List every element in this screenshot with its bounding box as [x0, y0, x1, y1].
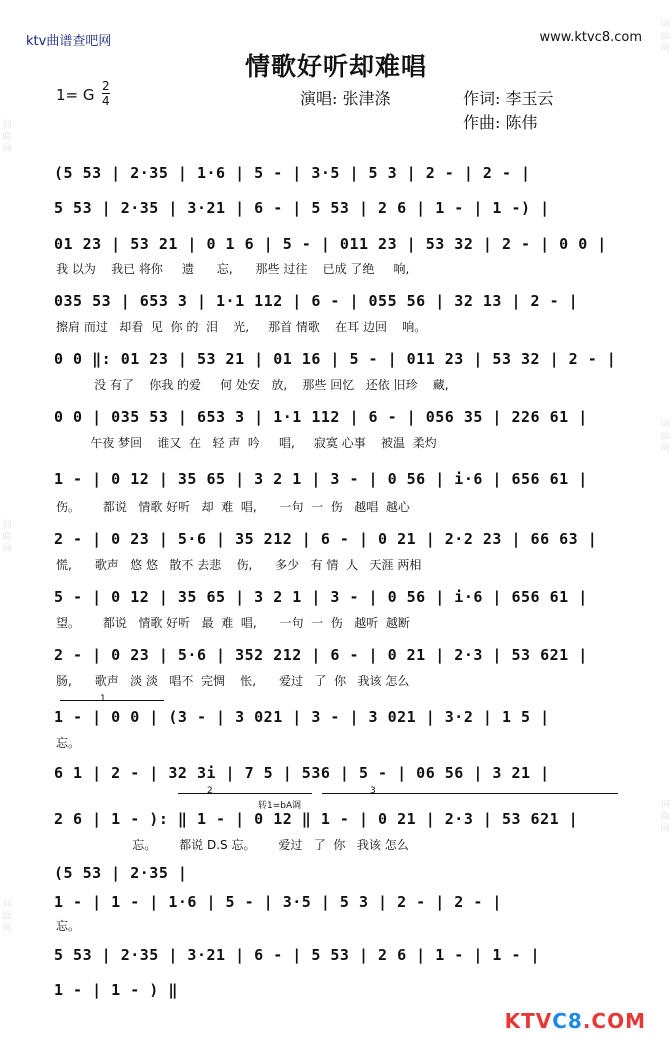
lyric-row: 忘。: [56, 736, 81, 750]
watermark-glyph: 曲: [660, 32, 670, 42]
watermark-glyph: 网: [660, 444, 670, 454]
notation-row: 1 - | 0 0 | (3 - | 3 021 | 3 - | 3 021 | 3·2 | 1 5 |: [54, 708, 550, 726]
lyric-row: 伤。 都说 情歌 好听 却 难 唱, 一句 一 伤 越唱 越心: [56, 500, 410, 514]
watermark-glyph: 网: [2, 924, 12, 934]
watermark-glyph: 曲: [660, 432, 670, 442]
notation-row: (5 53 | 2·35 | 1·6 | 5 - | 3·5 | 5 3 | 2 - | 2 - |: [54, 164, 531, 182]
watermark-glyph: 词: [2, 900, 12, 910]
lyric-row: 擦肩 而过 却看 见 你 的 泪 光, 那首 情歌 在耳 边回 响。: [56, 320, 427, 334]
notation-row: 5 53 | 2·35 | 3·21 | 6 - | 5 53 | 2 6 | 1 - | 1 -) |: [54, 199, 550, 217]
lyric-row: 忘。 都说 D.S 忘。 爱过 了 你 我该 怎么: [56, 838, 409, 852]
watermark-glyph: 网: [660, 44, 670, 54]
watermark-glyph: 网: [660, 824, 670, 834]
watermark-glyph: 词: [660, 800, 670, 810]
lyric-row: 午夜 梦回 谁又 在 轻 声 吟 唱, 寂寞 心事 被温 柔灼: [56, 436, 437, 450]
volta-bracket: [178, 793, 312, 794]
notation-row: 6 1 | 2 - | 32 3i | 7 5 | 536 | 5 - | 06 56 | 3 21 |: [54, 764, 550, 782]
singer-credit: 演唱: 张津涤: [300, 89, 391, 108]
lyric-row: 慌, 歌声 悠 悠 散不 去悲 伤, 多少 有 情 人 天涯 两相: [56, 558, 422, 572]
notation-row: 2 - | 0 23 | 5·6 | 35 212 | 6 - | 0 21 | 2·2 23 | 66 63 |: [54, 530, 598, 548]
notation-row: 01 23 | 53 21 | 0 1 6 | 5 - | 011 23 | 53 32 | 2 - | 0 0 |: [54, 235, 607, 253]
volta-bracket: [322, 793, 618, 794]
composer-credit: 作曲: 陈伟: [463, 113, 538, 132]
logo-c8-text: C8: [552, 1009, 583, 1033]
watermark-glyph: 曲: [660, 812, 670, 822]
watermark-glyph: 词: [660, 420, 670, 430]
notation-row: 1 - | 1 - ) ‖: [54, 981, 178, 999]
lyric-row: 我 以为 我已 将你 遗 忘, 那些 过往 已成 了绝 响,: [56, 262, 410, 276]
watermark-glyph: 词: [2, 120, 12, 130]
lyric-row: 没 有了 你我 的爱 何 处安 放, 那些 回忆 还依 旧珍 藏,: [56, 378, 449, 392]
logo-ktv-text: KTV: [504, 1009, 553, 1033]
key-signature: 1= G: [56, 86, 95, 104]
site-name-left[interactable]: ktv曲谱查吧网: [26, 34, 112, 49]
notation-row: 0 0 ‖: 01 23 | 53 21 | 01 16 | 5 - | 011 23 | 53 32 | 2 - |: [54, 350, 617, 368]
ktvc8-logo[interactable]: [505, 1009, 646, 1033]
notation-row: 1 - | 1 - | 1·6 | 5 - | 3·5 | 5 3 | 2 - | 2 - |: [54, 893, 502, 911]
notation-row: (5 53 | 2·35 |: [54, 864, 188, 882]
lyric-row: 望。 都说 情歌 好听 最 难 唱, 一句 一 伤 越听 越断: [56, 616, 410, 630]
modulation-mark: 转1=bA调: [258, 801, 302, 811]
time-signature-top: 2: [102, 79, 110, 93]
watermark-glyph: 曲: [2, 912, 12, 922]
lyric-row: 肠, 歌声 淡 淡 唱不 完惆 怅, 爱过 了 你 我该 怎么: [56, 674, 410, 688]
page-title: 情歌好听却难唱: [244, 52, 427, 81]
site-url-right[interactable]: www.ktvc8.com: [539, 30, 642, 45]
notation-row: 5 - | 0 12 | 35 65 | 3 2 1 | 3 - | 0 56 | i·6 | 656 61 |: [54, 588, 588, 606]
lyric-row: 忘。: [56, 919, 81, 933]
time-signature-bottom: 4: [102, 94, 110, 108]
volta-mark: 2: [207, 786, 213, 796]
watermark-glyph: 词: [2, 520, 12, 530]
watermark-glyph: 词: [660, 20, 670, 30]
volta-bracket: [60, 700, 164, 701]
notation-row: 2 6 | 1 - ): ‖ 1 - | 0 12 ‖ 1 - | 0 21 | 2·3 | 53 621 |: [54, 810, 579, 828]
lyricist-credit: 作词: 李玉云: [463, 89, 554, 108]
time-signature: [102, 80, 110, 108]
watermark-glyph: 网: [2, 144, 12, 154]
notation-row: 035 53 | 653 3 | 1·1 112 | 6 - | 055 56 | 32 13 | 2 - |: [54, 292, 579, 310]
notation-row: 2 - | 0 23 | 5·6 | 352 212 | 6 - | 0 21 | 2·3 | 53 621 |: [54, 646, 588, 664]
watermark-glyph: 曲: [2, 132, 12, 142]
notation-row: 1 - | 0 12 | 35 65 | 3 2 1 | 3 - | 0 56 | i·6 | 656 61 |: [54, 470, 588, 488]
volta-mark: 1: [100, 694, 106, 704]
watermark-glyph: 曲: [2, 532, 12, 542]
notation-row: 5 53 | 2·35 | 3·21 | 6 - | 5 53 | 2 6 | 1 - | 1 - |: [54, 946, 541, 964]
watermark-glyph: 网: [2, 544, 12, 554]
volta-mark: 3: [370, 786, 376, 796]
notation-row: 0 0 | 035 53 | 653 3 | 1·1 112 | 6 - | 056 35 | 226 61 |: [54, 408, 588, 426]
logo-com-text: .COM: [582, 1009, 646, 1033]
